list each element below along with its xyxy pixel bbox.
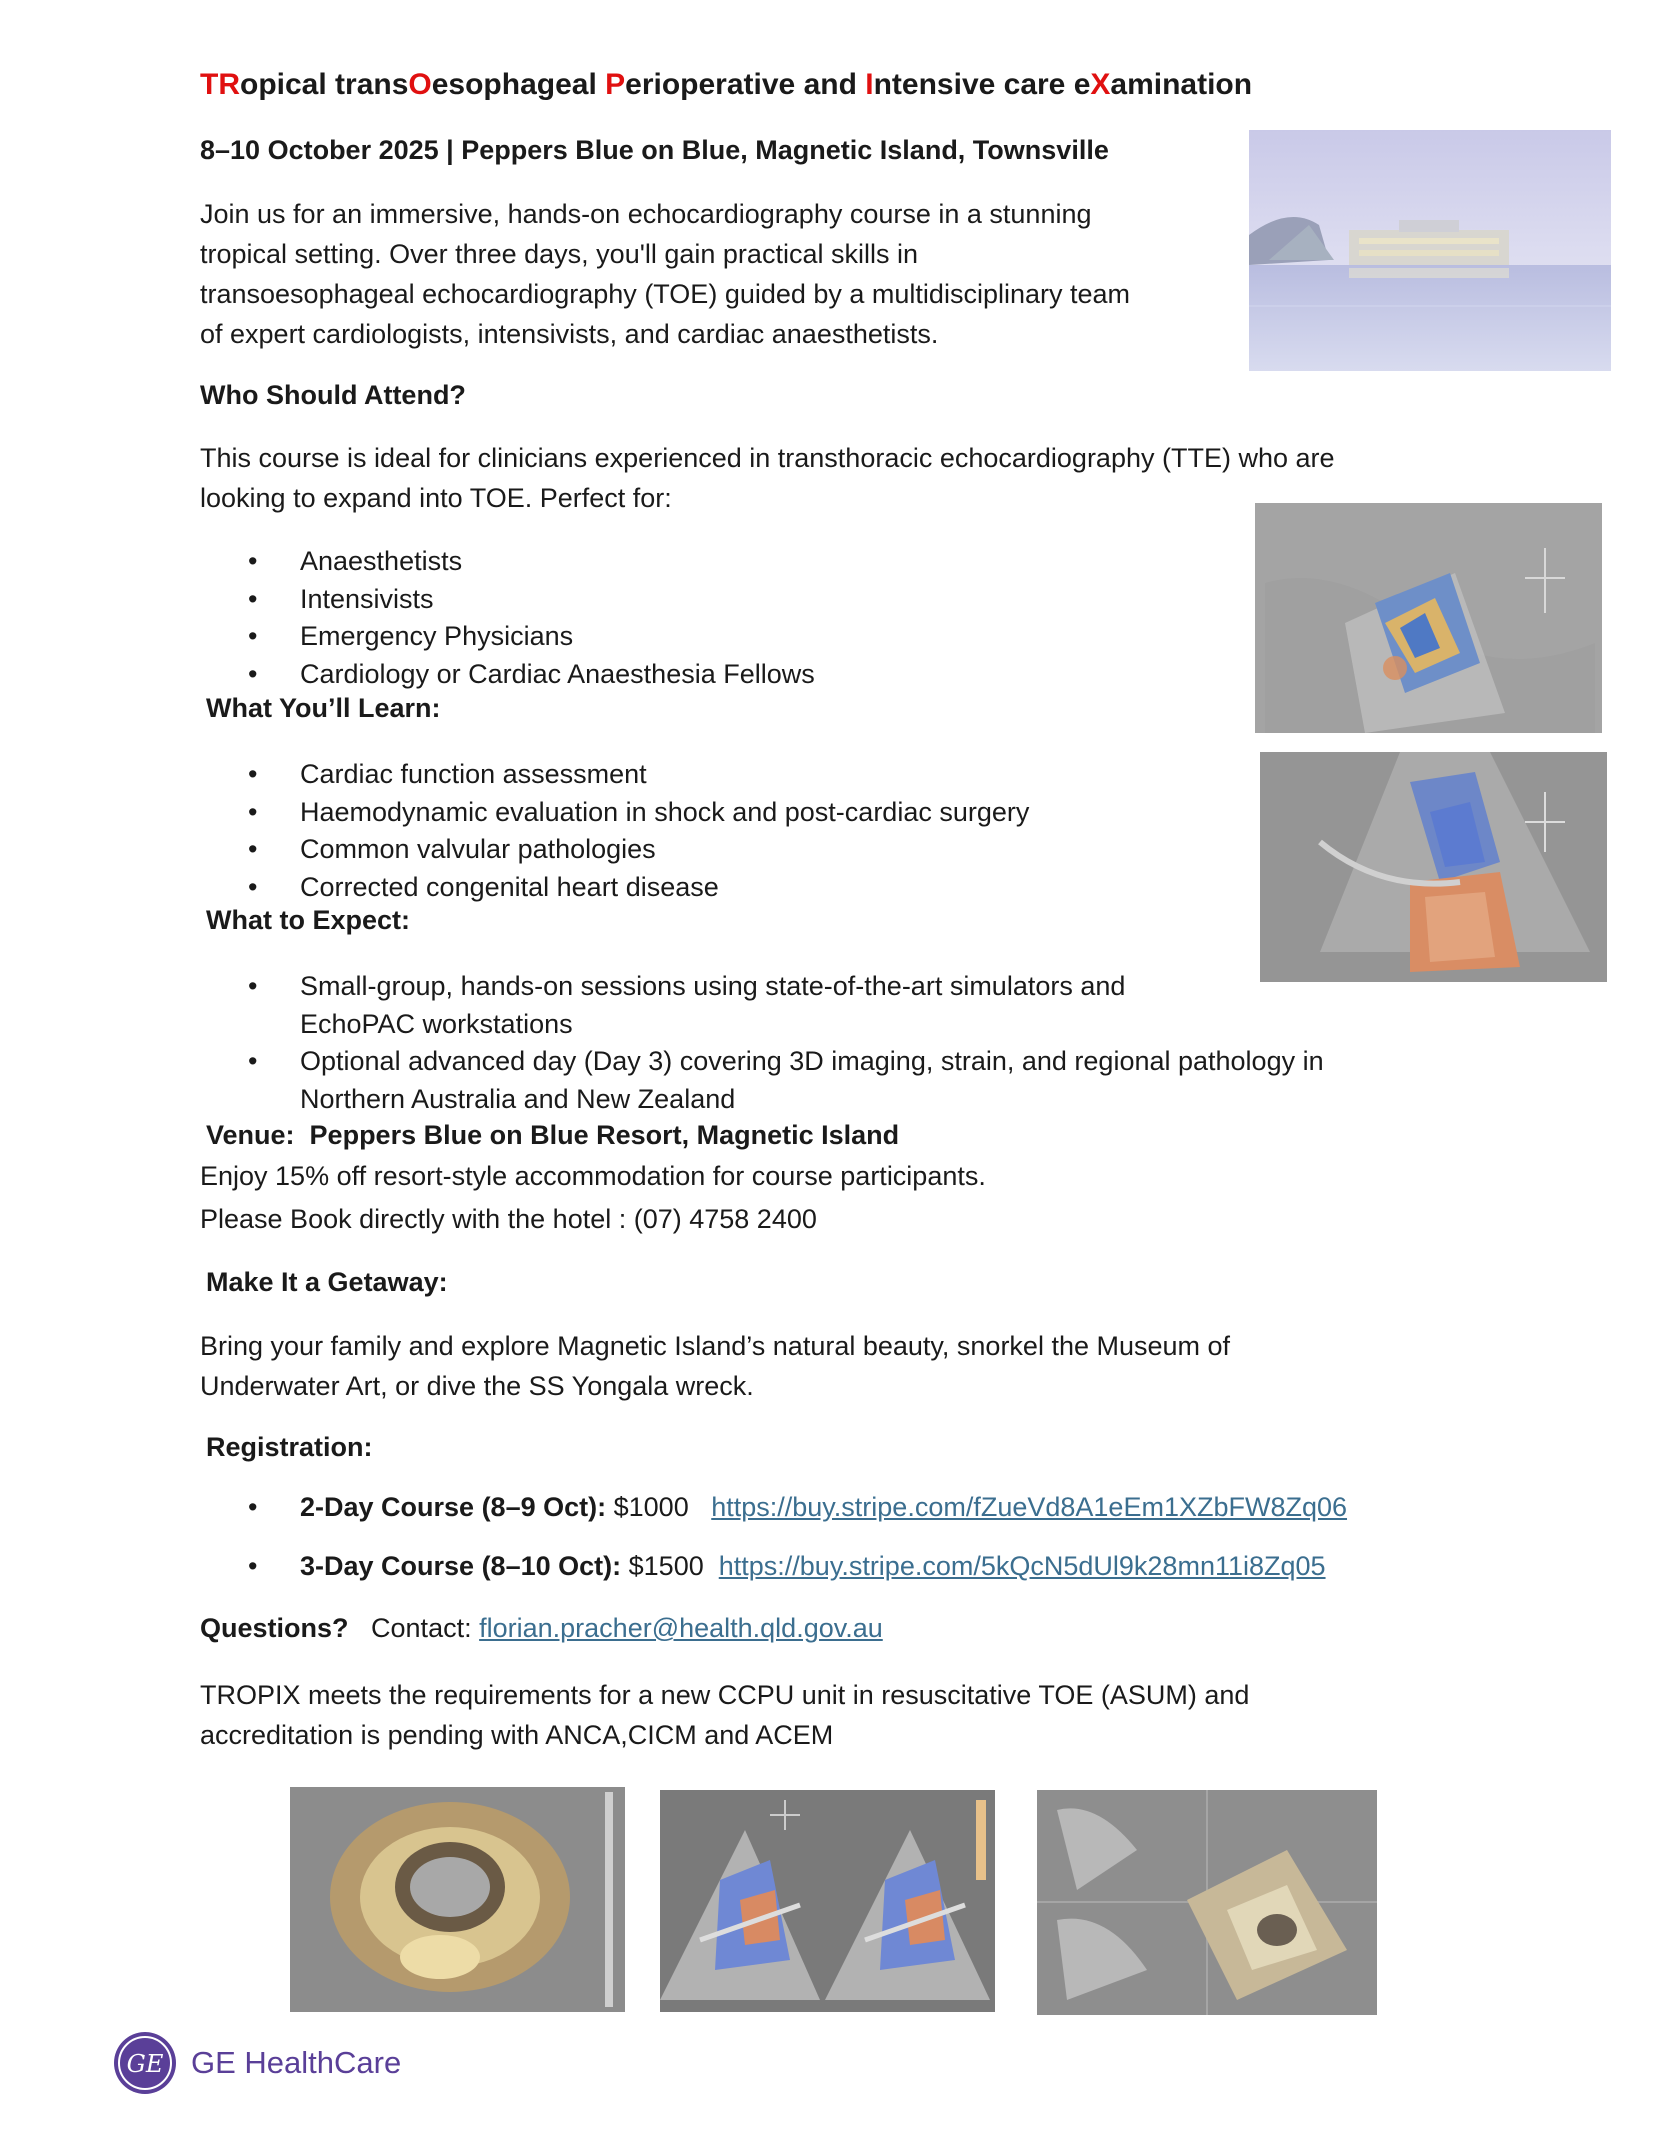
echo-image-biplane — [660, 1790, 995, 2012]
contact-line — [200, 1613, 883, 1644]
getaway-line: Underwater Art, or dive the SS Yongala wreck. — [200, 1371, 754, 1401]
list-item: • Common valvular pathologies — [200, 831, 1260, 869]
list-item-line: Northern Australia and New Zealand — [300, 1083, 736, 1114]
title-text: esophageal — [431, 68, 606, 101]
intro-line: of expert cardiologists, intensivists, and cardiac anaesthetists. — [200, 319, 939, 349]
who-line: looking to expand into TOE. Perfect for: — [200, 483, 672, 513]
title-acronym-letter: TR — [200, 68, 240, 101]
svg-text:GE: GE — [126, 2050, 164, 2078]
intro-paragraph — [200, 194, 1240, 354]
list-item — [200, 1043, 1500, 1118]
accreditation-paragraph — [200, 1675, 1500, 1755]
echo-image-3d-multiplanar — [1037, 1790, 1377, 2015]
section-heading-who: Who Should Attend? — [200, 380, 466, 410]
section-heading-registration: Registration: — [206, 1432, 373, 1462]
list-item — [200, 968, 1500, 1043]
echo-image-3d-valve — [290, 1787, 625, 2012]
intro-line: tropical setting. Over three days, you'll gain practical skills in — [200, 239, 918, 269]
registration-price: $1000 — [613, 1492, 689, 1522]
venue-line — [206, 1120, 899, 1151]
ge-healthcare-logo-text: GE HealthCare — [191, 2045, 402, 2080]
list-item-line: EchoPAC workstations — [300, 1008, 573, 1039]
event-subtitle: 8–10 October 2025 | Peppers Blue on Blue, Magnetic Island, Townsville — [200, 135, 1109, 165]
page-title — [200, 68, 1252, 102]
intro-line: Join us for an immersive, hands-on echocardiography course in a stunning — [200, 199, 1092, 229]
venue-name: Peppers Blue on Blue Resort, Magnetic Island — [309, 1120, 900, 1150]
learn-list — [200, 756, 1260, 906]
registration-option: • 3-Day Course (8–10 Oct): $1500 https://buy.stripe.com/5kQcN5dUl9k28mn11i8Zq05 — [248, 1551, 1326, 1581]
list-item: • Anaesthetists — [200, 543, 1200, 581]
title-acronym-letter: I — [865, 68, 874, 101]
echo-image-doppler-2 — [1260, 752, 1607, 982]
echo-image-doppler-1 — [1255, 503, 1602, 733]
registration-option: • 2-Day Course (8–9 Oct): $1000 https://buy.stripe.com/fZueVd8A1eEm1XZbFW8Zq06 — [248, 1492, 1348, 1522]
contact-email-link[interactable]: florian.pracher@health.qld.gov.au — [479, 1613, 883, 1643]
title-text: ntensive care e — [873, 68, 1091, 101]
section-heading-getaway: Make It a Getaway: — [206, 1267, 448, 1297]
expect-list — [200, 968, 1500, 1118]
registration-label: 2-Day Course (8–9 Oct): — [300, 1492, 607, 1522]
section-heading-learn: What You’ll Learn: — [206, 693, 441, 723]
accreditation-line: TROPIX meets the requirements for a new CCPU unit in resuscitative TOE (ASUM) and — [200, 1680, 1250, 1710]
who-line: This course is ideal for clinicians experienced in transthoracic echocardiography (TTE) who are — [200, 443, 1335, 473]
title-text: erioperative and — [625, 68, 866, 101]
list-item: • Corrected congenital heart disease — [200, 869, 1260, 907]
title-acronym-letter: X — [1090, 68, 1111, 101]
intro-line: transoesophageal echocardiography (TOE) guided by a multidisciplinary team — [200, 279, 1131, 309]
registration-label: 3-Day Course (8–10 Oct): — [300, 1551, 622, 1581]
title-text: amination — [1110, 68, 1253, 101]
list-item-line: • Small-group, hands-on sessions using state-of-the-art simulators and — [300, 971, 1126, 1001]
venue-label: Venue: — [206, 1120, 295, 1150]
contact-label: Questions? — [200, 1613, 349, 1643]
contact-prefix: Contact: — [371, 1613, 472, 1643]
title-text: opical trans — [240, 68, 409, 101]
title-acronym-letter: P — [605, 68, 626, 101]
section-heading-expect: What to Expect: — [206, 905, 411, 935]
registration-link-3day[interactable]: https://buy.stripe.com/5kQcN5dUl9k28mn11i8Zq05 — [718, 1551, 1326, 1581]
getaway-line: Bring your family and explore Magnetic Island’s natural beauty, snorkel the Museum of — [200, 1331, 1231, 1361]
accreditation-line: accreditation is pending with ANCA,CICM and ACEM — [200, 1720, 834, 1750]
ge-healthcare-logo — [113, 2031, 401, 2095]
venue-booking: Please Book directly with the hotel : (07) 4758 2400 — [200, 1204, 817, 1234]
list-item: • Cardiac function assessment — [200, 756, 1260, 794]
list-item: • Haemodynamic evaluation in shock and post-cardiac surgery — [200, 794, 1260, 832]
registration-price: $1500 — [628, 1551, 704, 1581]
ge-monogram-icon — [113, 2031, 177, 2095]
list-item: • Intensivists — [200, 581, 1200, 619]
registration-link-2day[interactable]: https://buy.stripe.com/fZueVd8A1eEm1XZbFW8Zq06 — [711, 1492, 1348, 1522]
list-item-line: • Optional advanced day (Day 3) covering 3D imaging, strain, and regional pathology in — [300, 1046, 1324, 1076]
list-item: • Cardiology or Cardiac Anaesthesia Fellows — [200, 656, 1200, 694]
venue-discount: Enjoy 15% off resort-style accommodation for course participants. — [200, 1161, 986, 1191]
getaway-paragraph — [200, 1326, 1500, 1406]
title-acronym-letter: O — [408, 68, 432, 101]
list-item: • Emergency Physicians — [200, 618, 1200, 656]
resort-photo — [1249, 130, 1611, 371]
who-list — [200, 543, 1200, 693]
